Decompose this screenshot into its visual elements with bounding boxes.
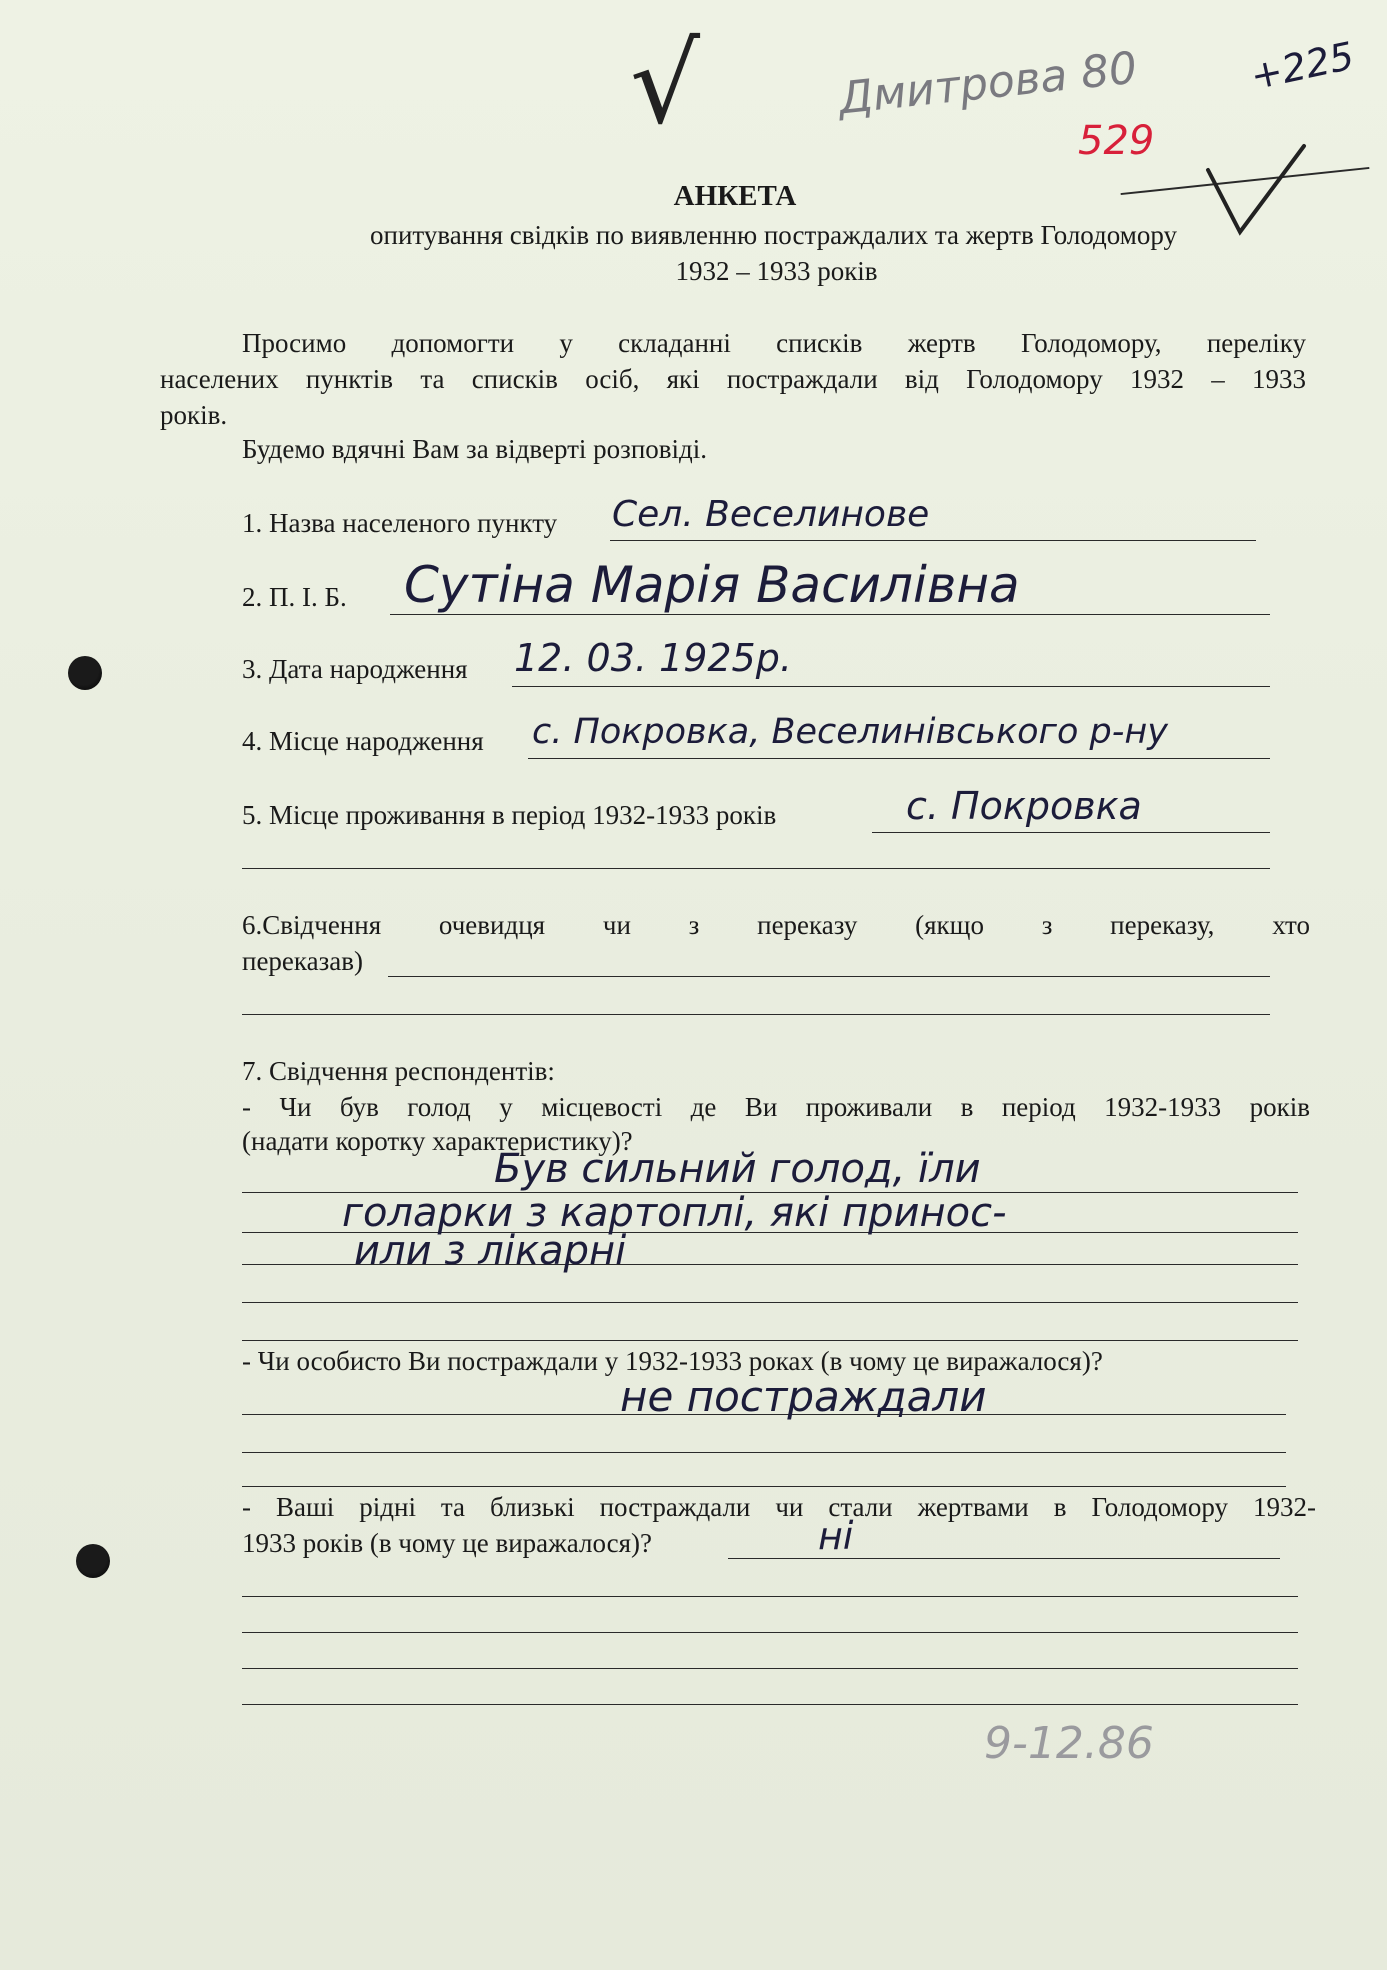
q7b-question: - Чи особисто Ви постраждали у 1932-1933 роках (в чому це виражалося)? [242, 1346, 1103, 1376]
q6-line-2 [242, 1014, 1270, 1015]
q1-answer: Сел. Веселинове [612, 494, 930, 535]
q7a-line-5 [242, 1340, 1298, 1341]
archive-date: 9-12.86 [984, 1718, 1154, 1769]
punch-hole-bottom [76, 1544, 110, 1578]
q3-label: 3. Дата народження [242, 654, 468, 684]
q7c-line-1 [728, 1558, 1280, 1559]
archive-number-red: 529 [1078, 118, 1155, 164]
q7c-question-2: 1933 років (в чому це виражалося)? [242, 1528, 653, 1558]
q7c-answer: ні [818, 1514, 854, 1558]
q6-line [388, 976, 1270, 977]
intro-line-1: Просимо допомогти у складанні списків жертв Голодомору, переліку [242, 328, 1306, 358]
q7-label: 7. Свідчення респондентів: [242, 1056, 555, 1086]
q7b-line-3 [242, 1486, 1286, 1487]
q7a-answer-1: Був сильний голод, їли [494, 1146, 981, 1192]
q3-line [512, 686, 1270, 687]
q7c-line-3 [242, 1632, 1298, 1633]
q5-answer: с. Покровка [906, 784, 1142, 828]
q3-answer: 12. 03. 1925р. [514, 636, 792, 680]
q7c-line-5 [242, 1704, 1298, 1705]
form-years: 1932 – 1933 років [675, 256, 878, 286]
q7a-answer-3: или з лікарні [354, 1228, 627, 1274]
q1-line [610, 540, 1256, 541]
q7b-line-2 [242, 1452, 1286, 1453]
q7b-answer: не постраждали [620, 1372, 987, 1421]
q5-line [872, 832, 1270, 833]
archive-note: Дмитрова 80 [836, 42, 1140, 125]
intro-line-3: років. [160, 400, 228, 430]
q2-label: 2. П. І. Б. [242, 582, 347, 612]
archive-count-note: +225 [1246, 33, 1358, 99]
form-subtitle: опитування свідків по виявленню постраждалих та жертв Голодомору [370, 220, 1177, 250]
punch-hole-top [68, 656, 102, 690]
q2-line [390, 614, 1270, 615]
q7a-question: - Чи був голод у місцевості де Ви проживали в період 1932-1933 років [242, 1092, 1310, 1122]
q4-line [528, 758, 1270, 759]
q6-label: 6.Свідчення очевидця чи з переказу (якщо з переказу, хто [242, 910, 1310, 940]
q2-answer: Сутіна Марія Василівна [404, 556, 1020, 614]
q1-label: 1. Назва населеного пункту [242, 508, 558, 538]
q7c-line-4 [242, 1668, 1298, 1669]
q7c-line-2 [242, 1596, 1298, 1597]
form-title: АНКЕТА [673, 180, 797, 212]
intro-thanks: Будемо вдячні Вам за відверті розповіді. [242, 434, 708, 464]
check-mark-top: √ [630, 20, 701, 148]
q5-label: 5. Місце проживання в період 1932-1933 років [242, 800, 777, 830]
intro-line-2: населених пунктів та списків осіб, які постраждали від Голодомору 1932 – 1933 [160, 364, 1306, 394]
q6-label-2: переказав) [242, 946, 363, 976]
q7a-question-2: (надати коротку характеристику)? [242, 1126, 633, 1156]
q7c-question: - Ваші рідні та близькі постраждали чи стали жертвами в Голодомору 1932- [242, 1492, 1316, 1522]
q4-label: 4. Місце народження [242, 726, 484, 756]
q5-line-2 [242, 868, 1270, 869]
q7a-line-4 [242, 1302, 1298, 1303]
q4-answer: с. Покровка, Веселинівського р-ну [532, 712, 1168, 752]
q7a-answer-2: голарки з картоплі, які принос- [342, 1190, 1007, 1236]
